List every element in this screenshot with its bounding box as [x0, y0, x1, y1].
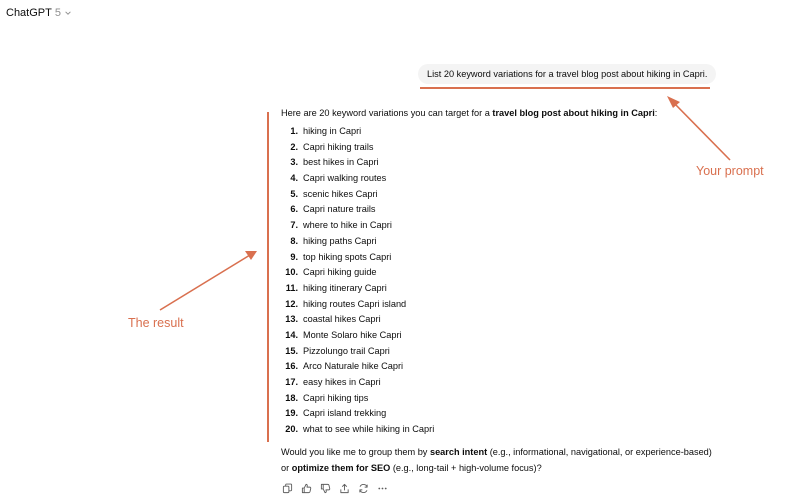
list-item: [281, 265, 434, 281]
list-item: [281, 234, 434, 250]
chevron-down-icon: [64, 9, 72, 17]
list-item-text: Capri hiking guide: [303, 267, 377, 278]
list-item-number: 17.: [285, 377, 298, 387]
list-item: [281, 359, 434, 375]
list-item-number: 18.: [285, 392, 298, 403]
list-item-text: Capri nature trails: [303, 204, 376, 215]
list-item-number: 4.: [290, 173, 298, 184]
list-item: [281, 375, 434, 391]
list-item: [281, 281, 434, 297]
list-item: [281, 344, 434, 360]
prompt-arrow-head: [667, 96, 680, 108]
list-item-number: 2.: [290, 141, 298, 152]
list-item-number: 20.: [285, 424, 298, 435]
list-item-text: Capri island trekking: [303, 408, 387, 419]
list-item-text: easy hikes in Capri: [303, 377, 381, 387]
list-item: [281, 328, 434, 344]
list-item-text: Capri walking routes: [303, 173, 387, 184]
intro-colon: :: [654, 108, 658, 118]
list-item: [281, 202, 434, 218]
list-item-number: 6.: [290, 204, 298, 215]
response-actions: [281, 482, 389, 495]
list-item: [281, 171, 434, 187]
list-item-text: scenic hikes Capri: [303, 188, 378, 199]
model-picker[interactable]: [6, 5, 72, 21]
prompt-arrow-shaft: [673, 102, 730, 160]
list-item-text: hiking paths Capri: [303, 235, 377, 246]
list-item-text: Capri hiking tips: [303, 392, 369, 403]
intro-text: Here are 20 keyword variations you can target for a: [281, 108, 493, 118]
list-item-text: Capri hiking trails: [303, 141, 374, 152]
list-item-number: 1.: [290, 126, 298, 136]
user-message-bubble: List 20 keyword variations for a travel blog post about hiking in Capri.: [418, 64, 716, 84]
list-item-number: 10.: [285, 267, 298, 278]
list-item-number: 14.: [285, 329, 298, 340]
list-item-number: 19.: [285, 408, 298, 419]
list-item-text: Pizzolungo trail Capri: [303, 345, 390, 356]
thumbs-up-icon[interactable]: [300, 482, 313, 495]
list-item-number: 8.: [290, 235, 298, 246]
list-item-text: coastal hikes Capri: [303, 314, 381, 325]
list-item-number: 12.: [285, 298, 298, 309]
list-item-text: hiking in Capri: [303, 126, 362, 136]
model-version: 5: [54, 7, 61, 19]
outro-text-1: Would you like me to group them by: [281, 447, 430, 457]
list-item-text: Monte Solaro hike Capri: [303, 329, 402, 340]
list-item-number: 13.: [285, 314, 298, 325]
list-item: [281, 312, 434, 328]
list-item: [281, 406, 434, 422]
list-item-number: 15.: [285, 345, 298, 356]
regenerate-icon[interactable]: [357, 482, 370, 495]
result-arrow-shaft: [160, 255, 250, 310]
list-item: [281, 422, 434, 438]
list-item-text: what to see while hiking in Capri: [303, 424, 435, 435]
list-item: [281, 297, 434, 313]
response-outro: [281, 444, 721, 476]
more-icon[interactable]: [376, 482, 389, 495]
result-annotation-label: The result: [128, 316, 184, 330]
list-item: [281, 250, 434, 266]
response-intro: [281, 108, 657, 118]
thumbs-down-icon[interactable]: [319, 482, 332, 495]
list-item-number: 11.: [285, 282, 298, 293]
list-item-number: 16.: [285, 361, 298, 372]
list-item-text: where to hike in Capri: [303, 220, 392, 231]
result-arrow-head: [245, 251, 257, 260]
list-item-number: 7.: [290, 220, 298, 231]
outro-bold-1: search intent: [429, 447, 488, 457]
prompt-annotation-label: Your prompt: [696, 164, 764, 178]
keyword-list: [281, 124, 434, 438]
list-item: [281, 218, 434, 234]
list-item-number: 9.: [290, 251, 298, 262]
list-item: [281, 187, 434, 203]
outro-text-2: (e.g., informational, navigational, or experience-based) or: [281, 447, 712, 473]
list-item: [281, 391, 434, 407]
list-item: [281, 124, 434, 140]
copy-icon[interactable]: [281, 482, 294, 495]
list-item: [281, 155, 434, 171]
model-name: ChatGPT: [6, 7, 52, 19]
list-item-text: top hiking spots Capri: [303, 251, 392, 262]
outro-text-3: (e.g., long-tail + high-volume focus)?: [390, 463, 542, 473]
intro-bold-text: travel blog post about hiking in Capri: [492, 108, 655, 118]
list-item-number: 3.: [290, 157, 298, 168]
list-item-text: best hikes in Capri: [303, 157, 379, 168]
list-item-text: Arco Naturale hike Capri: [303, 361, 404, 372]
share-icon[interactable]: [338, 482, 351, 495]
list-item: [281, 140, 434, 156]
list-item-number: 5.: [290, 188, 298, 199]
list-item-text: hiking itinerary Capri: [303, 282, 387, 293]
list-item-text: hiking routes Capri island: [303, 298, 407, 309]
outro-bold-2: optimize them for SEO: [291, 463, 391, 473]
